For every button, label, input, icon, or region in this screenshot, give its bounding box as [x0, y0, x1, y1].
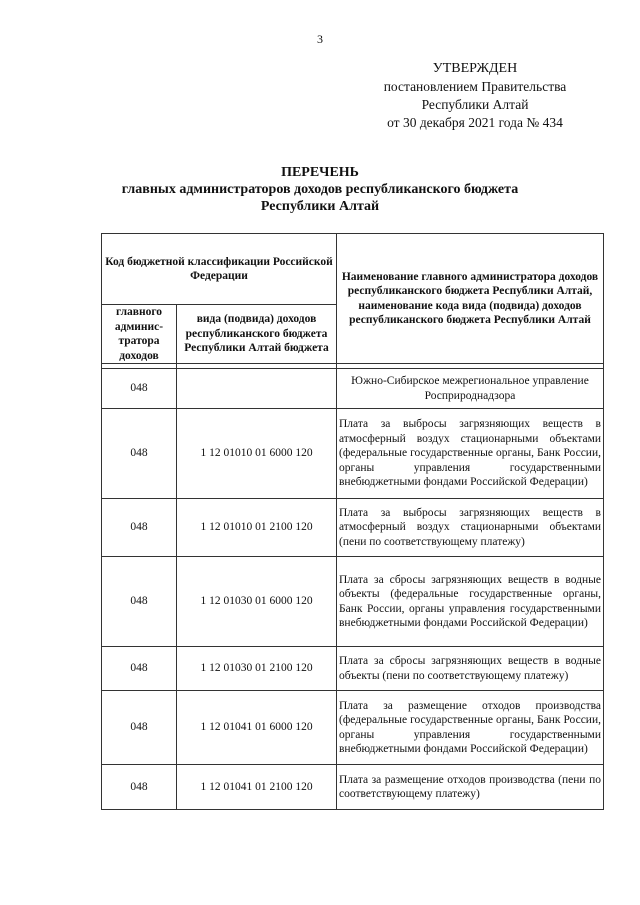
page-number: 3 — [317, 32, 323, 46]
document-title — [90, 164, 550, 215]
cell-code: 1 12 01010 01 2100 120 — [177, 499, 337, 557]
cell-name: Плата за размещение отходов производства (федеральные государственные органы, Банк России, органы управления государственными внебюджетными фондами Российской Федерации) — [337, 691, 604, 765]
table-row — [102, 499, 604, 557]
cell-admin: 048 — [102, 409, 177, 499]
header-income-type: вида (подвида) доходов республиканского бюджета Республики Алтай бюджета — [177, 305, 337, 364]
cell-code: 1 12 01010 01 6000 120 — [177, 409, 337, 499]
header-name: Наименование главного администратора доходов республиканского бюджета Республики Алтай, наименование кода вида (подвида) доходов республиканского бюджета Республики Алтай — [337, 234, 604, 364]
approval-line-2: Республики Алтай — [421, 97, 529, 112]
cell-name: Плата за размещение отходов производства (пени по соответствующему платежу) — [337, 765, 604, 810]
table-row — [102, 647, 604, 691]
cell-code: 1 12 01041 01 2100 120 — [177, 765, 337, 810]
table-row — [102, 557, 604, 647]
cell-code: 1 12 01030 01 6000 120 — [177, 557, 337, 647]
header-code-group: Код бюджетной классификации Российской Федерации — [102, 234, 337, 305]
cell-code: 1 12 01030 01 2100 120 — [177, 647, 337, 691]
revenue-administrators-table — [101, 233, 604, 810]
cell-name: Плата за выбросы загрязняющих веществ в атмосферный воздух стационарными объектами (пени по соответствующему платежу) — [337, 499, 604, 557]
cell-admin: 048 — [102, 691, 177, 765]
approval-line-1: постановлением Правительства — [383, 79, 567, 94]
title-line-2: главных администраторов доходов республиканского бюджета — [121, 182, 519, 197]
cell-admin: 048 — [102, 499, 177, 557]
table-row — [102, 765, 604, 810]
cell-admin: 048 — [102, 647, 177, 691]
table-row — [102, 691, 604, 765]
approval-heading: УТВЕРЖДЕН — [432, 61, 518, 76]
cell-name: Плата за сбросы загрязняющих веществ в водные объекты (федеральные государственные органы, Банк России, органы управления государственными внебюджетными фондами Российской Федерации) — [337, 557, 604, 647]
cell-name: Плата за выбросы загрязняющих веществ в атмосферный воздух стационарными объектами (федеральные государственные органы, Банк России, органы управления государственными внебюджетными фондами Российской Федерации) — [337, 409, 604, 499]
approval-line-3: от 30 декабря 2021 года № 434 — [387, 115, 563, 130]
title-line-1: ПЕРЕЧЕНЬ — [281, 165, 359, 180]
cell-admin: 048 — [102, 557, 177, 647]
cell-name: Плата за сбросы загрязняющих веществ в водные объекты (пени по соответствующему платежу) — [337, 647, 604, 691]
cell-code: 1 12 01041 01 6000 120 — [177, 691, 337, 765]
cell-name: Южно-Сибирское межрегиональное управление Росприроднадзора — [337, 369, 604, 409]
cell-code — [177, 369, 337, 409]
approval-block — [342, 60, 608, 132]
table-row — [102, 369, 604, 409]
header-admin: главного админис-тратора доходов — [102, 305, 177, 364]
title-line-3: Республики Алтай — [260, 199, 380, 214]
cell-admin: 048 — [102, 765, 177, 810]
table-row — [102, 409, 604, 499]
cell-admin: 048 — [102, 369, 177, 409]
